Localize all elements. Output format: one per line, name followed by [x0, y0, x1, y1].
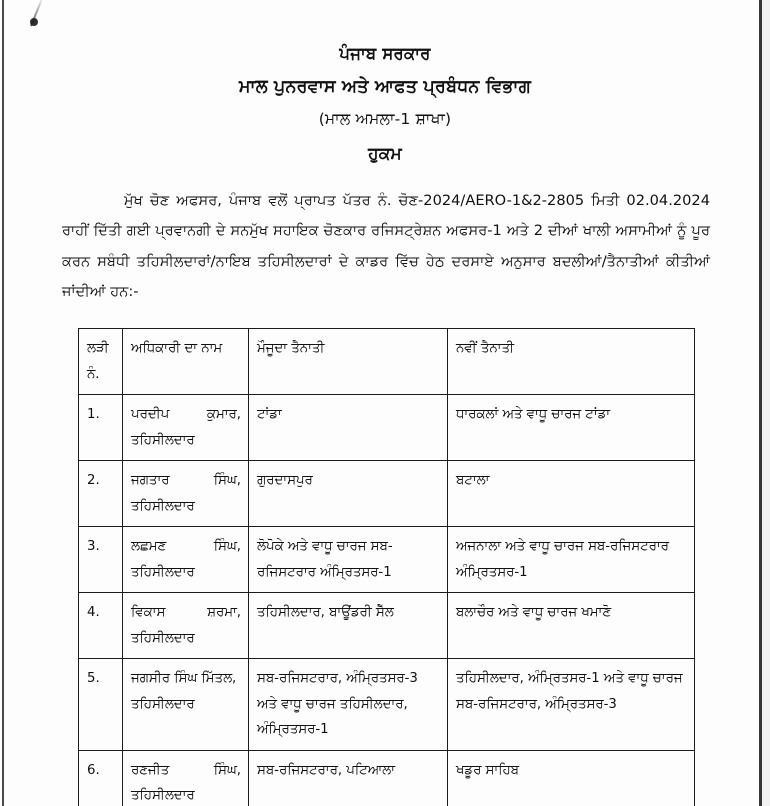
cell-current-posting: ਸਬ-ਰਜਿਸਟਰਾਰ, ਪਟਿਆਲਾ: [249, 750, 448, 806]
cell-serial: 1.: [79, 395, 123, 461]
officer-first-name: ਰਣਜੀਤ: [131, 762, 170, 778]
officer-designation: ਤਹਿਸੀਲਦਾਰ: [131, 696, 195, 712]
table-header-row: [79, 329, 695, 395]
cell-officer-name: [123, 659, 249, 751]
column-header-serial-line2: ਨੰ.: [87, 366, 100, 382]
officer-first-name: ਜਗਸੀਰ ਸਿੰਘ ਮਿੱਤਲ,: [131, 671, 237, 687]
cell-officer-name: [123, 461, 249, 527]
officer-first-name: ਪਰਦੀਪ: [131, 407, 170, 423]
officer-name-line: [131, 468, 241, 494]
branch-subtitle: (ਮਾਲ ਅਮਲਾ-1 ਸ਼ਾਖਾ): [318, 110, 452, 128]
government-title: ਪੰਜਾਬ ਸਰਕਾਰ: [339, 44, 431, 63]
column-header-officer-name: ਅਧਿਕਾਰੀ ਦਾ ਨਾਮ: [123, 329, 249, 395]
posting-table: [78, 328, 695, 806]
officer-last-name: ਸਿੰਘ,: [213, 762, 241, 778]
column-header-serial: [79, 329, 123, 395]
cell-new-posting: ਅਜਨਾਲਾ ਅਤੇ ਵਾਧੂ ਚਾਰਜ ਸਬ-ਰਜਿਸਟਰਾਰ ਅੰਮ੍ਰਿਤਸਰ-1: [448, 527, 695, 593]
officer-name-line: [131, 402, 241, 428]
table-row: [79, 750, 695, 806]
officer-name-line: [131, 758, 241, 784]
cell-current-posting: ਟਾਂਡਾ: [249, 395, 448, 461]
table-row: [79, 593, 695, 659]
officer-first-name: ਵਿਕਾਸ: [131, 605, 166, 621]
cell-officer-name: [123, 527, 249, 593]
officer-name-line: [131, 600, 241, 626]
officer-designation: ਤਹਿਸੀਲਦਾਰ: [131, 564, 195, 580]
officer-designation: ਤਹਿਸੀਲਦਾਰ: [131, 498, 195, 514]
cell-current-posting: ਸਬ-ਰਜਿਸਟਰਾਰ, ਅੰਮ੍ਰਿਤਸਰ-3 ਅਤੇ ਵਾਧੂ ਚਾਰਜ ਤਹਿਸੀਲਦਾਰ, ਅੰਮ੍ਰਿਤਸਰ-1: [249, 659, 448, 751]
column-header-serial-line1: ਲੜੀ: [87, 341, 109, 356]
officer-last-name: ਸਿੰਘ,: [213, 539, 241, 555]
cell-new-posting: ਬਲਾਚੌਰ ਅਤੇ ਵਾਧੂ ਚਾਰਜ ਖਮਾਣੋ: [448, 593, 695, 659]
cell-serial: 3.: [79, 527, 123, 593]
order-paragraph: ਮੁੱਖ ਚੋਣ ਅਫਸਰ, ਪੰਜਾਬ ਵਲੋਂ ਪ੍ਰਾਪਤ ਪੱਤਰ ਨੰ. ਚੋਣ-2024/AERO-1&2-2805 ਮਿਤੀ 02.04.2024 ਰਾਹੀਂ ਦਿੱਤੀ ਗਈ ਪ੍ਰਵਾਨਗੀ ਦੇ ਸਨਮੁੱਖ ਸਹਾਇਕ ਚੋਣਕਾਰ ਰਜਿਸਟ੍ਰੇਸ਼ਨ ਅਫਸਰ-1 ਅਤੇ 2 ਦੀਆਂ ਖਾਲੀ ਅਸਾਮੀਆਂ ਨੂੰ ਪੂਰ ਕਰਨ ਸਬੰਧੀ ਤਹਿਸੀਲਦਾਰਾਂ/ਨਾਇਬ ਤਹਿਸੀਲਦਾਰਾਂ ਦੇ ਕਾਡਰ ਵਿੱਚ ਹੇਠ ਦਰਸਾਏ ਅਨੁਸਾਰ ਬਦਲੀਆਂ/ਤੈਨਾਤੀਆਂ ਕੀਤੀਆਂ ਜਾਂਦੀਆਂ ਹਨ:-: [62, 192, 710, 301]
document-heading: [0, 0, 770, 164]
table-row: [79, 395, 695, 461]
officer-designation: ਤਹਿਸੀਲਦਾਰ: [131, 630, 195, 646]
cell-new-posting: ਤਹਿਸੀਲਦਾਰ, ਅੰਮ੍ਰਿਤਸਰ-1 ਅਤੇ ਵਾਧੂ ਚਾਰਜ ਸਬ-ਰਜਿਸਟਰਾਰ, ਅੰਮ੍ਰਿਤਸਰ-3: [448, 659, 695, 751]
cell-new-posting: ਖਡੂਰ ਸਾਹਿਬ: [448, 750, 695, 806]
cell-serial: 6.: [79, 750, 123, 806]
officer-last-name: ਕੁਮਾਰ,: [206, 407, 241, 423]
table-row: [79, 527, 695, 593]
officer-last-name: ਸ਼ਰਮਾ,: [207, 605, 241, 621]
department-title: ਮਾਲ ਪੁਨਰਵਾਸ ਅਤੇ ਆਫਤ ਪ੍ਰਬੰਧਨ ਵਿਭਾਗ: [239, 77, 531, 97]
cell-current-posting: ਲੋਪੋਕੇ ਅਤੇ ਵਾਧੂ ਚਾਰਜ ਸਬ-ਰਜਿਸਟਰਾਰ ਅੰਮ੍ਰਿਤਸਰ-1: [249, 527, 448, 593]
cell-current-posting: ਤਹਿਸੀਲਦਾਰ, ਬਾਊਂਡਰੀ ਸੈੱਲ: [249, 593, 448, 659]
order-title: ਹੁਕਮ: [368, 144, 402, 164]
cell-current-posting: ਗੁਰਦਾਸਪੁਰ: [249, 461, 448, 527]
cell-officer-name: [123, 395, 249, 461]
cell-new-posting: ਧਾਰਕਲਾਂ ਅਤੇ ਵਾਧੂ ਚਾਰਜ ਟਾਂਡਾ: [448, 395, 695, 461]
cell-new-posting: ਬਟਾਲਾ: [448, 461, 695, 527]
cell-serial: 4.: [79, 593, 123, 659]
column-header-current-posting: ਮੌਜੂਦਾ ਤੈਨਾਤੀ: [249, 329, 448, 395]
officer-name-line: [131, 534, 241, 560]
officer-last-name: ਸਿੰਘ,: [213, 473, 241, 489]
officer-designation: ਤਹਿਸੀਲਦਾਰ: [131, 432, 195, 448]
cell-serial: 2.: [79, 461, 123, 527]
officer-designation: ਤਹਿਸੀਲਦਾਰ: [131, 788, 195, 804]
table-row: [79, 659, 695, 751]
cell-officer-name: [123, 593, 249, 659]
officer-first-name: ਜਗਤਾਰ: [131, 473, 170, 489]
cell-serial: 5.: [79, 659, 123, 751]
column-header-new-posting: ਨਵੀਂ ਤੈਨਾਤੀ: [448, 329, 695, 395]
cell-officer-name: [123, 750, 249, 806]
table-row: [79, 461, 695, 527]
officer-first-name: ਲਛਮਣ: [131, 539, 167, 555]
